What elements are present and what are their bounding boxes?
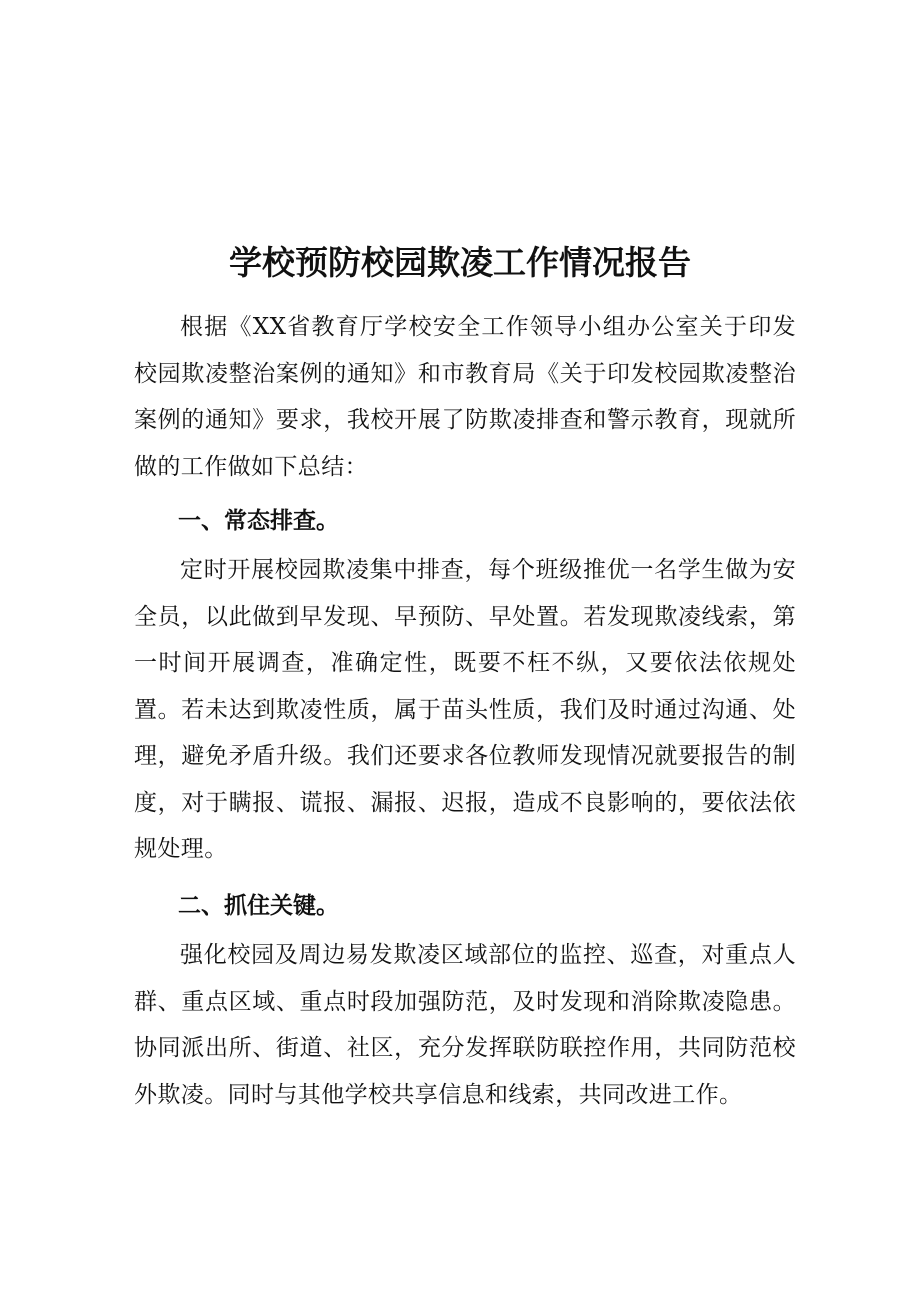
section-heading-routine-inspection: 一、常态排查。 <box>178 508 339 534</box>
intro-paragraph: 根据《XX省教育厅学校安全工作领导小组办公室关于印发校园欺凌整治案例的通知》和市教育局《关于印发校园欺凌整治案例的通知》要求，我校开展了防欺凌排查和警示教育，现就所做的工作做如下总结： <box>134 314 796 480</box>
document-title: 学校预防校园欺凌工作情况报告 <box>229 243 691 283</box>
section-body-key-points: 强化校园及周边易发欺凌区域部位的监控、巡查，对重点人群、重点区域、重点时段加强防范，及时发现和消除欺凌隐患。协同派出所、街道、社区，充分发挥联防联控作用，共同防范校外欺凌。同时与其他学校共享信息和线索，共同改进工作。 <box>134 942 796 1108</box>
section-body-routine-inspection: 定时开展校园欺凌集中排查，每个班级推优一名学生做为安全员，以此做到早发现、早预防、早处置。若发现欺凌线索，第一时间开展调查，准确定性，既要不枉不纵，又要依法依规处置。若未达到欺凌性质，属于苗头性质，我们及时通过沟通、处理，避免矛盾升级。我们还要求各位教师发现情况就要报告的制度，对于瞒报、谎报、漏报、迟报，造成不良影响的，要依法依规处理。 <box>134 557 796 862</box>
section-heading-key-points: 二、抓住关键。 <box>178 893 339 919</box>
